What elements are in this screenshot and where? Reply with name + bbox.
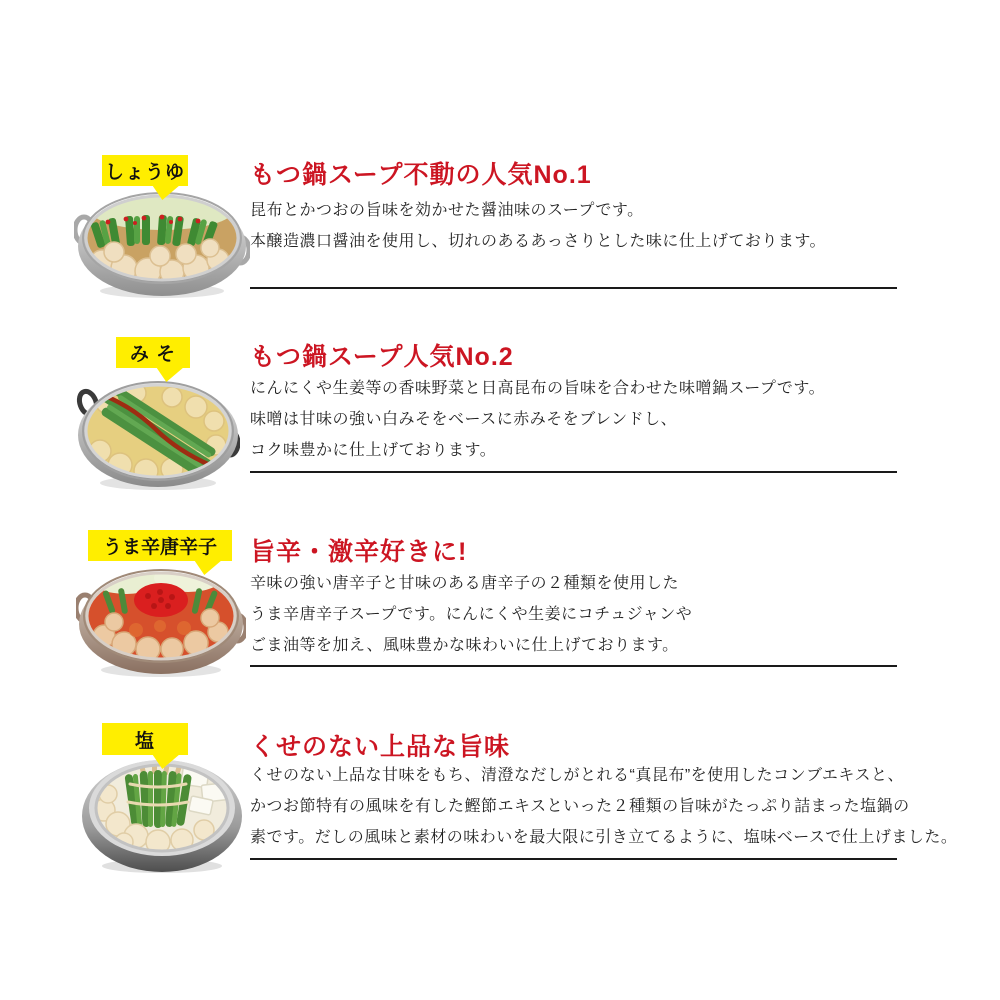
body-line: 辛味の強い唐辛子と甘味のある唐辛子の２種類を使用した: [250, 575, 680, 592]
section-divider: [250, 287, 897, 289]
flavor-label-text: 塩: [134, 730, 155, 752]
section-umakara: [0, 530, 1000, 723]
spicy-chili-pot-image: [76, 564, 246, 682]
section-heading: 旨辛・激辛好きに!: [250, 538, 468, 566]
section-divider: [250, 858, 897, 860]
body-line: うま辛唐辛子スープです。にんにくや生姜にコチュジャンや: [250, 606, 693, 623]
section-heading: くせのない上品な旨味: [250, 733, 511, 761]
section-body: [250, 760, 957, 853]
body-line: コク味豊かに仕上げております。: [250, 442, 497, 459]
section-body: [250, 195, 826, 257]
section-body: [250, 568, 692, 661]
flavor-label-miso: [116, 337, 190, 368]
flavor-label-shoyu: [102, 155, 188, 186]
section-shio: [0, 723, 1000, 916]
miso-pot-image: [76, 373, 240, 495]
body-line: くせのない上品な甘味をもち、清澄なだしがとれる“真昆布”を使用したコンブエキスと、: [250, 767, 905, 784]
flavor-label-text: うま辛唐辛子: [102, 537, 217, 558]
body-line: かつお節特有の風味を有した鰹節エキスといった２種類の旨味がたっぷり詰まった塩鍋の: [250, 798, 910, 815]
section-miso: [0, 337, 1000, 530]
flavor-label-umakara: [88, 530, 232, 561]
soy-sauce-pot-image: [74, 188, 250, 302]
section-heading: もつ鍋スープ人気No.2: [250, 343, 514, 371]
body-line: 昆布とかつおの旨味を効かせた醤油味のスープです。: [250, 202, 644, 219]
section-divider: [250, 471, 897, 473]
flavor-label-text: しょうゆ: [104, 162, 185, 183]
flavor-label-shio: [102, 723, 188, 755]
body-line: にんにくや生姜等の香味野菜と日高昆布の旨味を合わせた味噌鍋スープです。: [250, 380, 826, 397]
body-line: 味噌は甘味の強い白みそをベースに赤みそをブレンドし、: [250, 411, 678, 428]
body-line: 本醸造濃口醤油を使用し、切れのあるあっさりとした味に仕上げております。: [250, 233, 827, 250]
section-heading: もつ鍋スープ不動の人気No.1: [250, 161, 592, 189]
section-divider: [250, 665, 897, 667]
section-shoyu: [0, 155, 1000, 339]
shio-pot-image: [78, 754, 246, 876]
flavor-label-text: み そ: [129, 344, 177, 365]
body-line: ごま油等を加え、風味豊かな味わいに仕上げております。: [250, 637, 679, 654]
section-body: [250, 373, 825, 466]
body-line: 素です。だしの風味と素材の味わいを最大限に引き立てるように、塩味ベースで仕上げました。: [250, 829, 958, 846]
